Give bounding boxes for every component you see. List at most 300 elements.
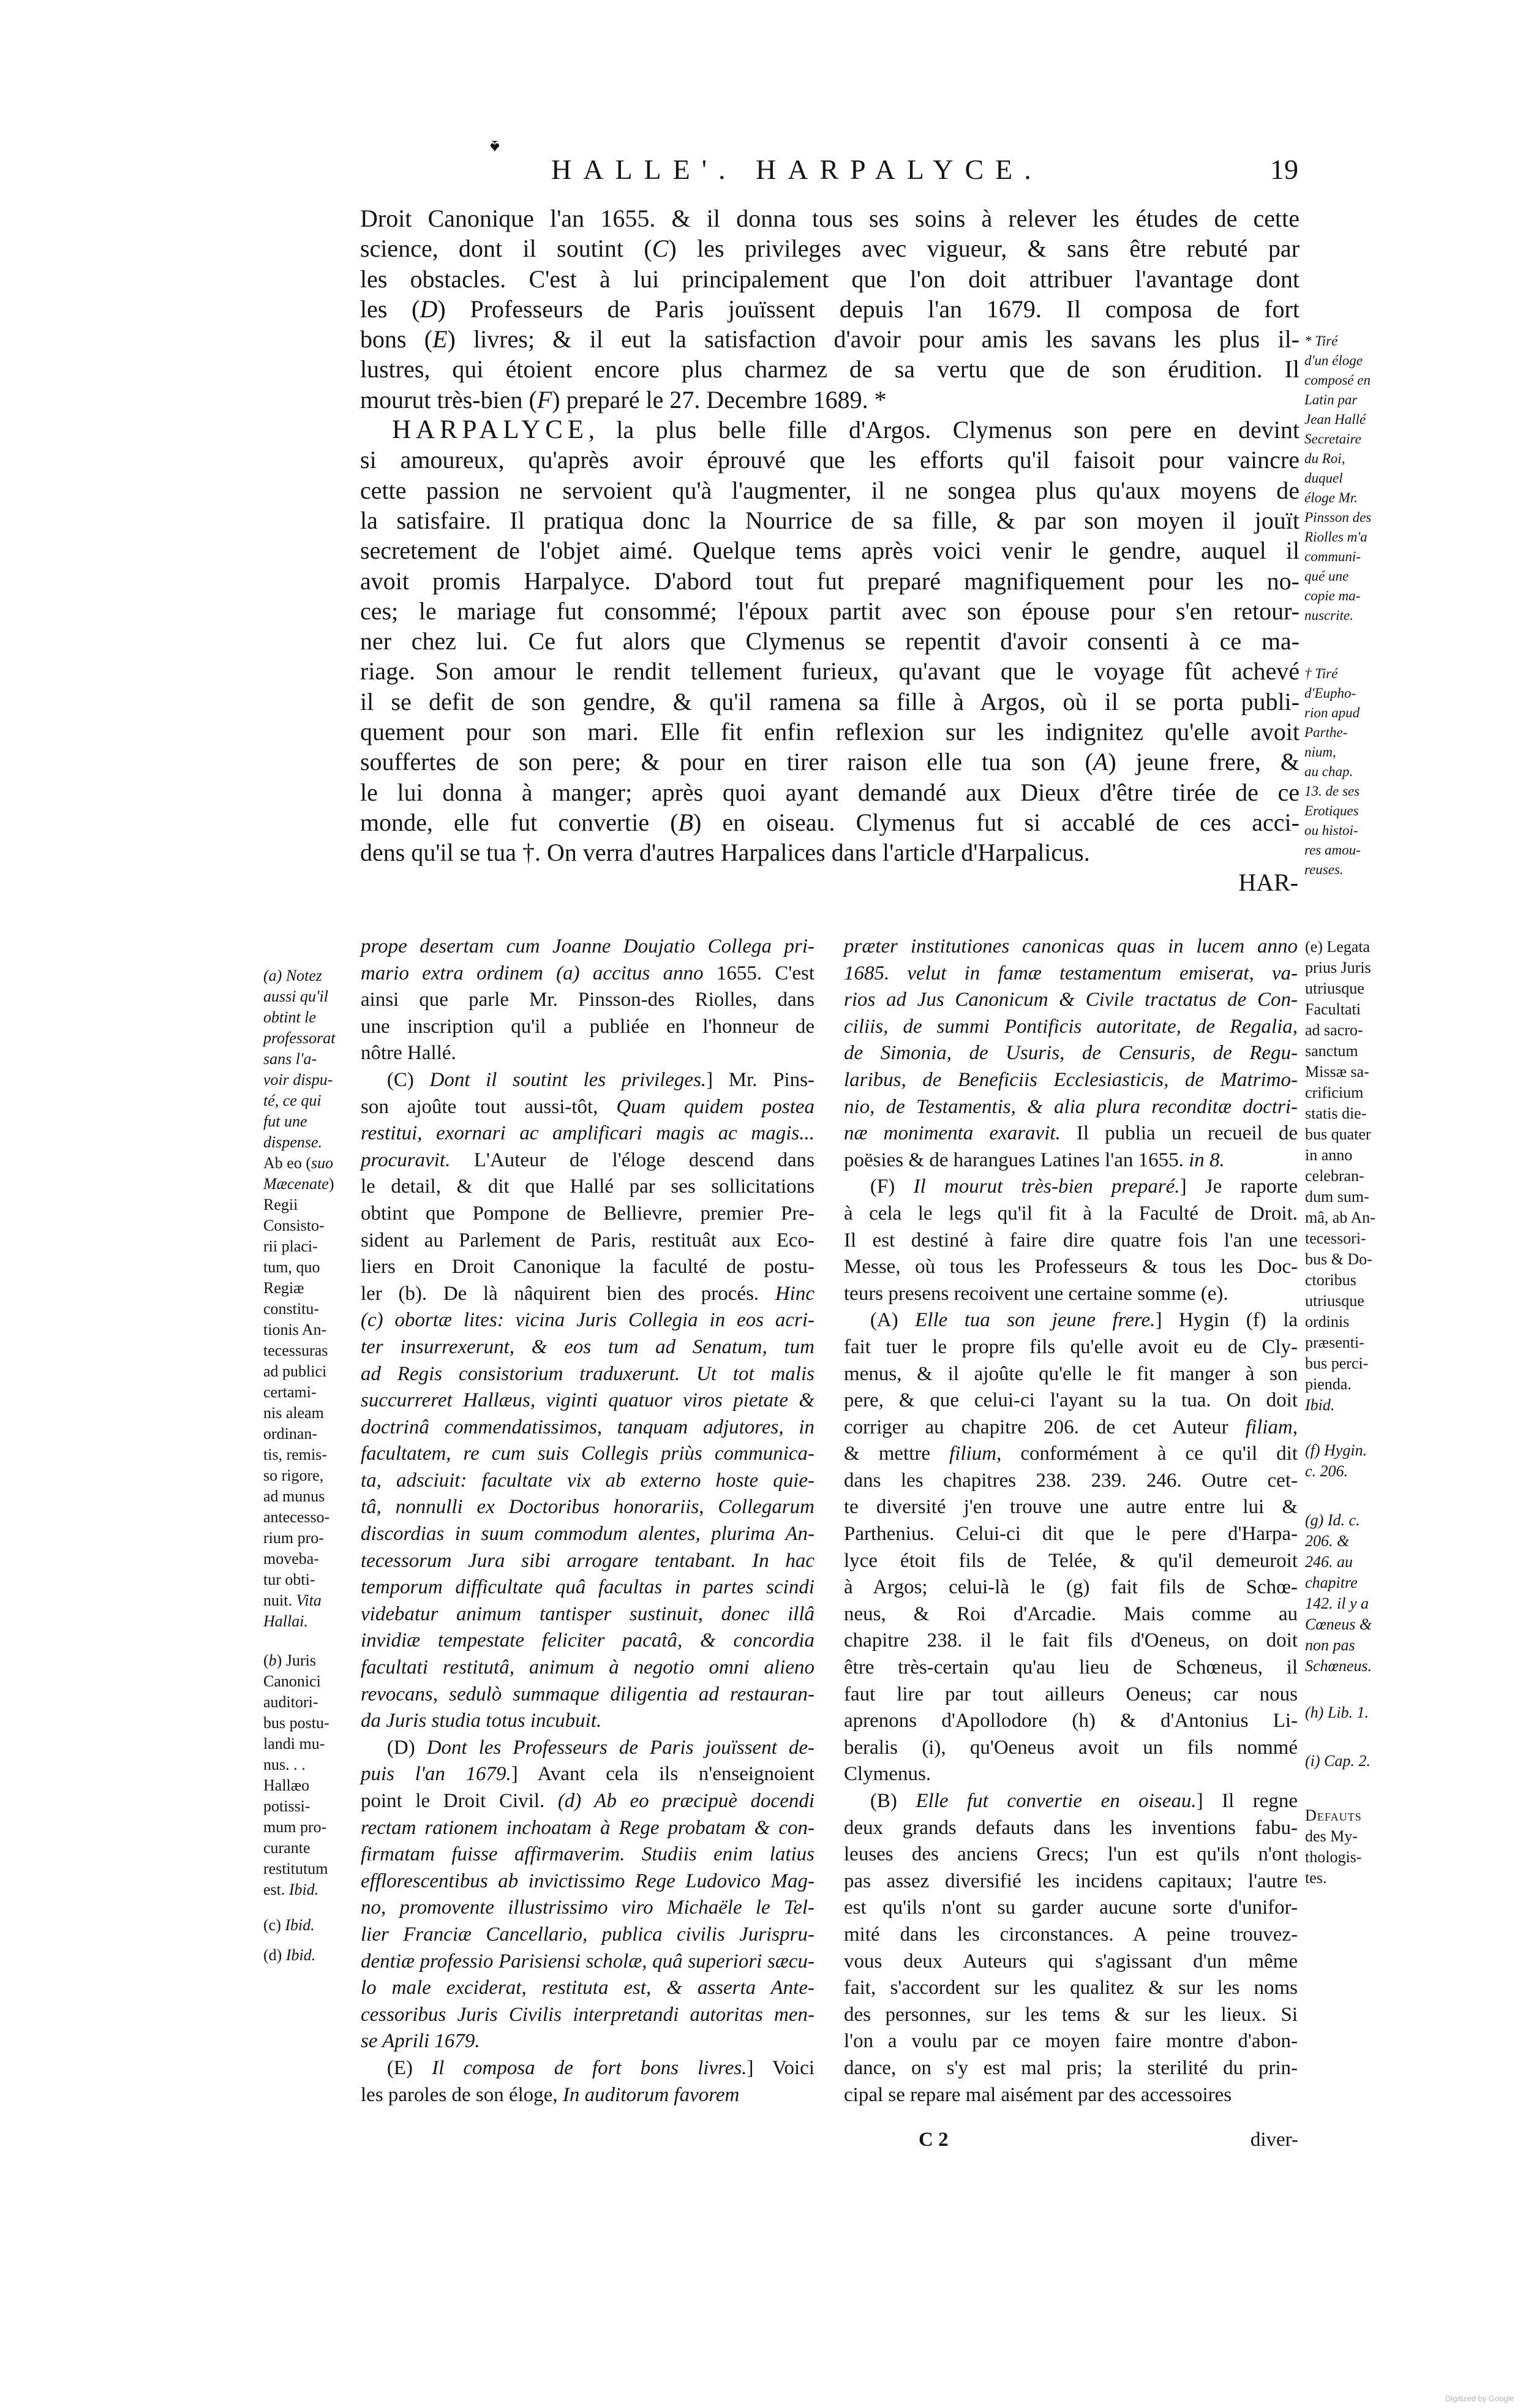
text-segment: ler (b). De là nâquirent bien des procés. [361,1282,775,1305]
text-segment: point le Droit Civil. [361,1790,558,1812]
text-line [844,1922,1298,1949]
text-segment: neus, & Roi d'Arcadie. Mais comme au [844,1602,1298,1625]
text-line [361,1895,814,1922]
text-line [844,1468,1298,1495]
text-segment: prope desertam cum Joanne Doujatio Collega pri- [361,935,814,957]
text-segment: mité dans les circonstances. A peine trouvez- [844,1923,1298,1946]
text-segment: des My- [1305,1827,1358,1845]
text-segment: ) [328,1175,334,1193]
text-segment: té, ce qui [263,1092,322,1109]
text-line [844,1281,1298,1308]
note-line [1305,1751,1394,1772]
text-line [361,1067,814,1094]
text-line [844,1761,1298,1788]
text-line [361,1815,814,1842]
note-line [263,1671,352,1692]
text-segment: 13. de ses [1304,783,1360,799]
note-line [263,1486,352,1507]
note-line [1304,586,1396,606]
text-segment: fut une [263,1112,307,1130]
text-segment: filium [949,1443,997,1465]
note-line [263,1382,352,1403]
text-line [361,2082,814,2109]
note-line [1305,937,1394,957]
text-segment: Vita [296,1591,322,1609]
text-segment: ) preparé le 27. Decembre 1689. * [552,385,887,413]
note-line [263,1775,352,1796]
text-segment: professorat [263,1029,336,1047]
note-line [263,1817,352,1838]
note-line [263,1340,352,1361]
text-line [844,1094,1298,1121]
note-line [1304,371,1396,390]
text-segment: Riolles m'a [1304,529,1367,545]
text-segment: facultati restitutâ, animum à negotio omni alieno [361,1656,814,1679]
note-line [263,1650,352,1671]
text-segment: copie ma- [1304,588,1361,603]
text-line [361,961,814,987]
note-line [263,1132,352,1153]
note-line [263,965,352,986]
text-segment: ] Avant cela ils n'enseignoient [511,1763,814,1786]
text-segment: Elle tua son jeune frere. [915,1309,1156,1332]
text-segment: bus postu- [263,1714,329,1732]
text-segment: 1655. C'est [703,962,814,984]
text-line [361,1014,814,1041]
text-segment: les obstacles. C'est à lui principalement que l'on doit attribuer l'avantage dont [360,265,1300,293]
text-segment: tecessuras [263,1342,328,1359]
note-line [1305,1374,1394,1395]
text-segment: ] Hygin (f) la [1155,1309,1298,1332]
text-segment: de Simonia, de Usuris, de Censuris, de Regu- [844,1042,1298,1065]
text-line [361,1201,814,1228]
note-line [263,1465,352,1486]
text-segment: sans l'a- [263,1050,317,1068]
note-line [263,1299,352,1319]
text-line [844,1414,1298,1441]
note-line [263,1507,352,1528]
footnote-f [1305,1440,1394,1482]
note-line [263,1528,352,1549]
text-segment: tâ, nonnulli ex Doctoribus honorariis, Collegarum [361,1496,814,1519]
text-line [360,717,1300,747]
text-line [844,1174,1298,1201]
note-line [1304,351,1396,371]
note-line [263,1174,352,1195]
text-segment: res amou- [1304,842,1361,858]
text-segment: ciliis, de summi Pontificis autoritate, de Regalia, [844,1015,1298,1038]
text-segment: le detail, & dit que Hallé par ses sollicitations [361,1176,814,1198]
text-line [844,1975,1298,2002]
text-segment: si amoureux, qu'après avoir éprouvé que les efforts qu'il faisoit pour vaincre [360,446,1300,474]
text-line [360,596,1300,626]
note-line [263,1090,352,1111]
text-segment: Ibid. [285,1916,315,1934]
text-segment: facultatem, re cum suis Collegis priùs communica- [361,1443,814,1465]
text-line [361,1868,814,1895]
text-segment: poësies & de harangues Latines l'an 1655. [844,1149,1189,1171]
text-segment: les paroles de son éloge, [361,2083,563,2106]
text-segment: bus & Do- [1305,1250,1372,1268]
text-segment: succurreret Hallæus, viginti quatuor viros pietate & [361,1389,814,1412]
text-segment: pere, & que celui-ci l'ayant su la tua. On doit [844,1389,1298,1412]
text-segment: les ( [360,295,420,323]
text-line [360,415,1300,445]
text-line [361,1681,814,1708]
text-segment: faut lire par tout ailleurs Oeneus; car nous [844,1683,1298,1705]
text-segment: E [432,325,448,353]
note-line [263,1945,352,1966]
text-segment: éloge Mr. [1304,490,1358,505]
catchword-diver: diver- [1250,2129,1298,2151]
text-segment: ) en oiseau. Clymenus fut si accablé de ces acci- [693,808,1300,836]
footnote-c [263,1915,352,1936]
text-line [844,2055,1298,2082]
note-line [1304,742,1396,762]
text-segment: (c) obortæ lites: vicina Juris Collegia in eos acri- [361,1309,814,1332]
article-body-top [360,203,1300,868]
note-line [1304,547,1396,567]
text-segment: landi mu- [263,1735,325,1753]
note-line [263,1153,352,1174]
note-line [1305,1552,1394,1572]
text-line [361,987,814,1014]
text-segment: rium pro- [263,1529,324,1547]
text-line [360,324,1300,354]
text-segment: (A) [870,1309,916,1332]
note-line [263,1403,352,1424]
text-line [844,1655,1298,1681]
text-line [844,1201,1298,1228]
text-segment: Secretaire [1304,431,1361,447]
text-line [360,626,1300,656]
text-segment: * Tiré [1304,333,1338,349]
text-segment: qué une [1304,568,1349,584]
text-segment: Parthe- [1304,725,1348,740]
text-segment: nus. . . [263,1756,306,1773]
note-line [263,1049,352,1070]
text-segment: B [678,808,694,836]
note-line [1305,978,1394,999]
text-segment: † Tiré [1304,666,1338,681]
text-segment: riage. Son amour le rendit tellement furieux, qu'avant que le voyage fût achevé [360,657,1300,685]
note-line [1305,1395,1394,1416]
note-line [263,1236,352,1257]
text-segment: quement pour son mari. Elle fit enfin reflexion sur les indignitez qu'elle avoit [360,718,1300,746]
text-segment: ou histoi- [1304,823,1358,838]
footnote-d [263,1945,352,1966]
text-line [361,2028,814,2055]
text-segment: (C) [386,1068,430,1091]
text-line [361,1574,814,1601]
text-segment: L'Auteur de l'éloge descend dans [450,1149,814,1171]
text-segment: efflorescentibus ab invictissimo Rege Ludovico Mag- [361,1870,814,1892]
text-line [360,535,1300,565]
text-segment: præsenti- [1305,1334,1364,1351]
text-line [844,2028,1298,2055]
note-line [1304,703,1396,723]
text-segment: lier Franciæ Cancellario, publica civilis Jurispru- [361,1923,814,1946]
text-line [844,1708,1298,1735]
text-segment: ces; le mariage fut consommé; l'époux partit avec son épouse pour s'en retour- [360,597,1300,625]
text-line [361,1922,814,1949]
digitized-watermark: Digitized by Google [1445,2394,1514,2403]
text-segment: (B) [870,1790,916,1812]
text-segment: rion apud [1304,705,1360,720]
text-line [361,1841,814,1868]
text-line [844,1574,1298,1601]
text-segment: fait, s'accordent sur les qualitez & sur les noms [844,1977,1298,1999]
text-segment: Latin par [1304,392,1358,407]
text-segment: rios ad Jus Canonicum & Civile tractatus de Con- [844,989,1298,1011]
note-line [1305,1656,1394,1677]
note-line [1304,469,1396,488]
text-segment: in anno [1305,1146,1353,1164]
text-line [360,475,1300,505]
text-segment: lyce étoit fils de Telée, & qu'il demeuroit [844,1549,1298,1572]
text-segment: Hinc [775,1282,814,1305]
text-segment: dentiæ professio Parisiensi scholæ, quâ superiori sæcu- [361,1950,814,1972]
footnote-b [263,1650,352,1900]
text-line [844,1334,1298,1361]
text-line [360,354,1300,384]
text-line [844,1949,1298,1976]
text-segment: son ajoûte tout aussi-tôt, [361,1095,617,1118]
text-segment: Ibid. [288,1881,319,1898]
note-line [1305,1847,1394,1868]
text-segment: curante [263,1839,310,1857]
text-segment: Pinsson des [1304,510,1372,525]
text-segment: ) jeune frere, & [1108,748,1300,776]
note-line [263,1319,352,1340]
note-line [263,1007,352,1028]
text-segment: Il est destiné à faire dire quatre fois l'an une [844,1229,1298,1251]
text-segment: est qu'ils n'ont su garder aucune sorte d'unifor- [844,1897,1298,1919]
text-segment: Droit Canonique l'an 1655. & il donna tous ses soins à relever les études de cette [360,205,1300,232]
text-line [361,1708,814,1735]
note-line [263,986,352,1007]
text-line [844,1147,1298,1174]
text-segment: (h) Lib. 1. [1305,1704,1369,1721]
text-segment: dens qu'il se tua †. On verra d'autres Harpalices dans l'article d'Harpalicus. [360,839,1090,867]
text-segment: c. 206. [1305,1462,1349,1480]
text-segment: no, promovente illustrissimo viro Michaële le Tel- [361,1897,814,1919]
text-segment: ) les privileges avec vigueur, & sans être rebuté par [668,235,1300,263]
text-segment: (i) Cap. 2. [1305,1752,1371,1770]
text-segment: être très-certain qu'au lieu de Schœneus, il [844,1656,1298,1679]
text-segment: Schœneus. [1305,1657,1372,1675]
note-line [1305,1207,1394,1228]
text-line [844,961,1298,987]
footnote-i [1305,1751,1394,1772]
text-segment: procuravit. [361,1149,451,1171]
note-line [263,1549,352,1569]
text-segment: Hallæo [263,1776,310,1794]
note-line [1305,1826,1394,1847]
text-segment: Ab eo ( [263,1154,311,1172]
text-segment: nuit. [263,1591,296,1609]
text-line [360,264,1300,294]
text-segment: ] Voici [747,2056,814,2079]
text-segment: (e) Legata [1305,938,1371,956]
note-line [1305,999,1394,1020]
text-segment: Quam quidem postea [616,1095,815,1118]
text-segment: bus quater [1305,1125,1371,1143]
text-segment: Ibid. [1305,1396,1335,1414]
text-segment: dans les chapitres 238. 239. 246. Outre cet- [844,1469,1298,1492]
ornament-icon: ♠ [490,137,500,157]
text-segment: temporum difficultate quâ facultas in partes scindi [361,1576,814,1599]
text-line [360,233,1300,263]
note-line [1305,1249,1394,1270]
text-segment: lustres, qui étoient encore plus charmez de sa vertu que de son érudition. Il [360,355,1300,383]
note-line [1304,782,1396,801]
text-segment: tionis An- [263,1321,327,1338]
text-segment: mum pro- [263,1818,327,1836]
running-head: HALLE'. HARPALYCE. [551,154,1043,185]
text-segment: suo [310,1154,334,1172]
remarks-left-column [361,934,814,2108]
text-segment: utriusque [1305,1292,1364,1310]
text-segment: constitu- [263,1300,319,1318]
text-line [361,1254,814,1281]
text-line [360,566,1300,596]
note-line [1304,410,1396,429]
note-line [1304,508,1396,527]
text-segment: ( [263,1651,269,1669]
text-segment: il se defit de son gendre, & qu'il ramena sa fille à Argos, où il se porta publi- [360,687,1300,715]
text-line [844,1628,1298,1655]
text-line [844,1895,1298,1922]
text-line [844,1601,1298,1628]
note-line [1304,801,1396,821]
text-segment: du Roi, [1304,451,1345,466]
text-line [844,1548,1298,1575]
text-segment: moveba- [263,1550,319,1568]
text-segment: Il mourut très-bien preparé. [913,1176,1180,1198]
text-segment: mourut très-bien ( [360,385,537,413]
text-line [844,987,1298,1014]
margin-note-eloge [1304,331,1396,625]
text-line [361,1387,814,1414]
text-line [360,445,1300,475]
text-segment: dispense. [263,1133,323,1151]
text-line [361,934,814,961]
text-segment: celebran- [1305,1167,1364,1185]
text-line [361,1307,814,1334]
text-line [844,2002,1298,2029]
text-segment: Missæ sa- [1305,1063,1369,1081]
text-line [844,1014,1298,1041]
note-line [1304,567,1396,586]
note-line [1304,449,1396,469]
footnote-g [1305,1510,1394,1677]
text-segment: composé en [1304,372,1371,388]
text-line [844,1307,1298,1334]
text-segment: nis aleam [263,1404,324,1422]
text-segment: 1685. velut in famæ testamentum emiserat, va- [844,962,1298,984]
note-line [263,1195,352,1215]
note-line [1304,723,1396,742]
text-segment: Elle fut convertie en oiseau. [916,1790,1197,1812]
text-segment: mario extra ordinem (a) accitus anno [361,962,704,984]
note-line [263,1915,352,1936]
note-line [263,1028,352,1049]
text-segment: revocans, sedulò summaque diligentia ad restauran- [361,1683,814,1705]
note-line [1305,1020,1394,1041]
text-segment: (D) [386,1736,427,1759]
text-line [361,1468,814,1495]
text-line [361,1147,814,1174]
text-segment: Cœneus & [1305,1615,1372,1633]
text-line [844,1067,1298,1094]
text-segment: d'un éloge [1304,353,1363,368]
margin-note-defauts [1305,1805,1394,1889]
text-segment: 142. il y a [1305,1595,1369,1612]
text-segment: restitui, exornari ac amplificari magis ac magis... [361,1122,814,1145]
text-line [361,1361,814,1388]
text-segment: secretement de l'objet aimé. Quelque tems après voici venir le gendre, auquel il [360,537,1300,565]
note-line [1305,1353,1394,1374]
text-segment: statis die- [1305,1104,1367,1122]
note-line [263,1070,352,1090]
text-segment: doctrinâ commendatissimos, tanquam adjutores, in [361,1416,814,1438]
text-line [361,1120,814,1147]
signature-mark: C 2 [919,2129,949,2151]
text-segment: tis, remis- [263,1446,327,1463]
text-segment: crificium [1305,1084,1364,1101]
text-segment: C [652,235,669,263]
text-line [844,2082,1298,2109]
note-line [1305,1702,1394,1723]
text-segment: menus, & il ajoûte qu'elle le fit manger à son [844,1362,1298,1385]
note-line [1305,1572,1394,1593]
note-line [1304,840,1396,860]
text-line [844,1387,1298,1414]
text-segment: Regii [263,1196,298,1213]
text-segment: chapitre [1305,1574,1358,1591]
text-segment: tum, quo [263,1258,320,1276]
note-line [1304,331,1396,351]
text-segment: nio, de Testamentis, & alia plura reconditæ doctri- [844,1095,1298,1118]
note-line [263,1361,352,1382]
note-line [1305,1145,1394,1166]
note-line [1305,1440,1394,1461]
text-line [361,1601,814,1628]
note-line [1304,488,1396,508]
text-segment: discordias in suum commodum alentes, plurima An- [361,1523,814,1546]
text-segment: thologis- [1305,1848,1362,1866]
note-line [263,1838,352,1859]
text-segment: filiam [1245,1416,1293,1438]
text-segment: (a) Notez [263,967,323,984]
note-line [1304,390,1396,410]
note-line [263,1796,352,1817]
text-segment: ad sacro- [1305,1021,1363,1039]
text-segment: ] Je raporte [1179,1176,1298,1198]
note-line [1304,860,1396,880]
text-line [360,777,1300,807]
text-segment: F [536,385,552,413]
text-line [361,1735,814,1762]
text-segment: non pas [1305,1636,1355,1654]
text-segment: voir dispu- [263,1071,333,1089]
note-line [1304,821,1396,840]
text-line [360,505,1300,535]
note-line [1304,429,1396,449]
text-line [844,1841,1298,1868]
text-segment: ordinan- [263,1425,318,1443]
